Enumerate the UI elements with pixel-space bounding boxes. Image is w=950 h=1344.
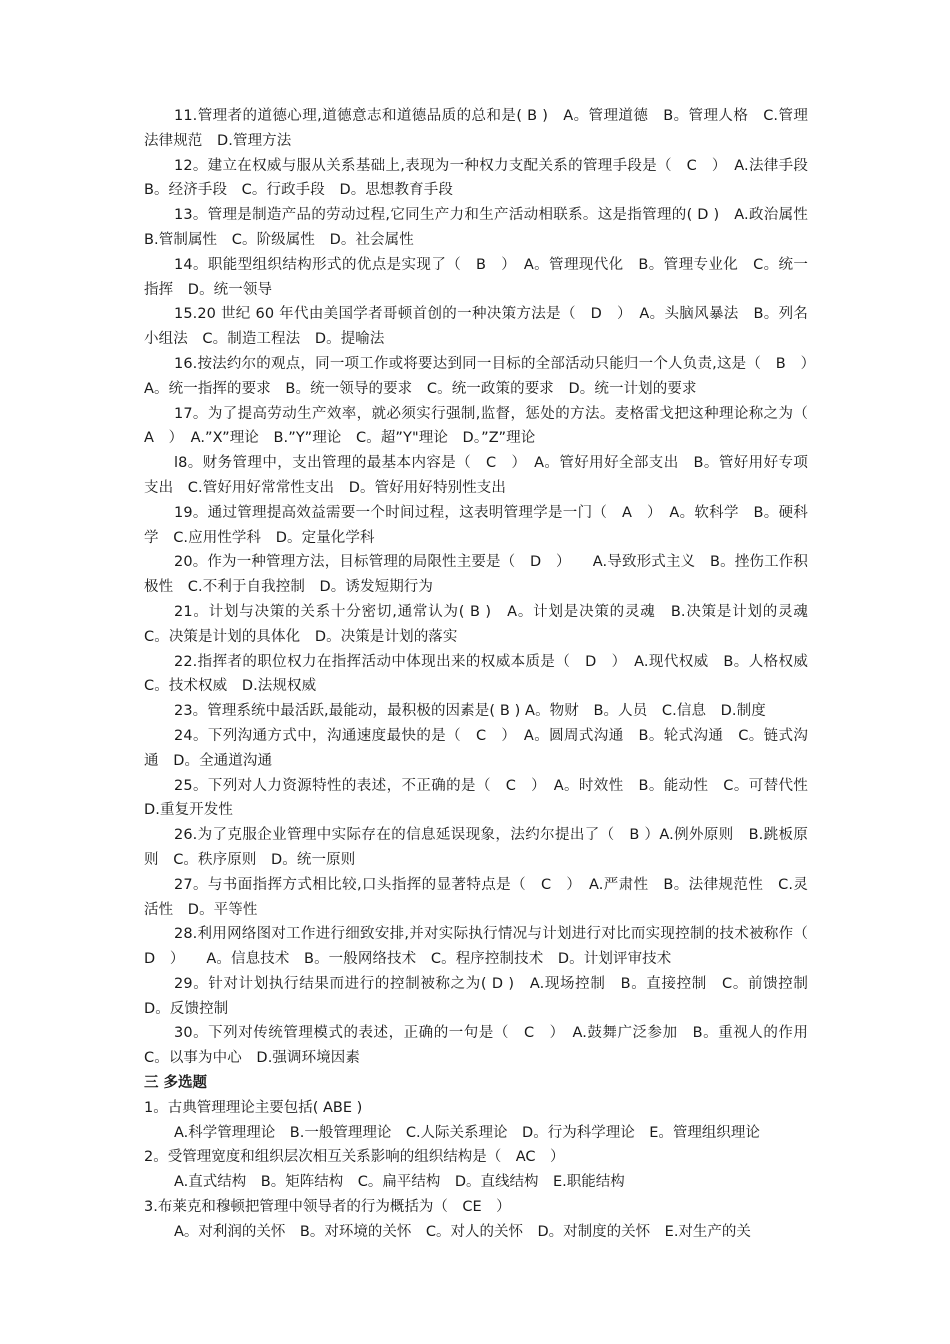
section-heading: 三 多选题 (144, 1075, 208, 1092)
question-paragraph: 25。下列对人力资源特性的表述，不正确的是（ C ） A。时效性 B。能动性 C。可替代性 D.重复开发性 (144, 777, 823, 819)
question-paragraph: 16.按法约尔的观点，同一项工作或将要达到同一目标的全部活动只能归一个人负责,这是（ B ） A。统一指挥的要求 B。统一领导的要求 C。统一政策的要求 D。统一计划的要求 (144, 355, 823, 397)
multiple-choice-list (144, 1096, 808, 1245)
question-paragraph: 12。建立在权威与服从关系基础上,表现为一种权力支配关系的管理手段是（ C ） A.法律手段 B。经济手段 C。行政手段 D。思想教育手段 (144, 157, 823, 199)
question-paragraph: 21。计划与决策的关系十分密切,通常认为( B ) A。计划是决策的灵魂 B.决策是计划的灵魂 C。决策是计划的具体化 D。决策是计划的落实 (144, 603, 823, 645)
question-paragraph: 24。下列沟通方式中，沟通速度最快的是（ C ） A。圆周式沟通 B。轮式沟通 C。链式沟通 D。全通道沟通 (144, 727, 808, 769)
multi-question-options: A.直式结构 B。矩阵结构 C。扁平结构 D。直线结构 E.职能结构 (174, 1174, 625, 1191)
question-paragraph: 30。下列对传统管理模式的表述，正确的一句是（ C ） A.鼓舞广泛参加 B。重视人的作用 C。以事为中心 D.强调环境因素 (144, 1025, 838, 1067)
multi-question-options: A.科学管理理论 B.一般管理理论 C.人际关系理论 D。行为科学理论 E。管理组织理论 (174, 1124, 760, 1141)
question-paragraph: 28.利用网络图对工作进行细致安排,并对实际执行情况与计划进行对比而实现控制的技术被称作（ D ） A。信息技术 B。一般网络技术 C。程序控制技术 D。计划评审技术 (144, 926, 823, 968)
question-paragraph: 22.指挥者的职位权力在指挥活动中体现出来的权威本质是（ D ） A.现代权威 B。人格权威 C。技术权威 D.法规权威 (144, 653, 823, 695)
multi-question-options: A。对利润的关怀 B。对环境的关怀 C。对人的关怀 D。对制度的关怀 E.对生产的关 (174, 1223, 751, 1240)
question-paragraph: 23。管理系统中最活跃,最能动，最积极的因素是( B ) A。物财 B。人员 C.信息 D.制度 (174, 703, 766, 720)
question-paragraph: 20。作为一种管理方法，目标管理的局限性主要是（ D ） A.导致形式主义 B。挫伤工作积极性 C.不利于自我控制 D。诱发短期行为 (144, 554, 808, 596)
multi-question-stem: 1。古典管理理论主要包括( ABE ) (144, 1099, 363, 1116)
multi-question-stem: 2。受管理宽度和组织层次相互关系影响的组织结构是（ AC ） (144, 1149, 565, 1166)
question-paragraph: 26.为了克服企业管理中实际存在的信息延误现象，法约尔提出了（ B ）A.例外原则 B.跳板原则 C。秩序原则 D。统一原则 (144, 827, 808, 868)
question-paragraph: 15.20 世纪 60 年代由美国学者哥顿首创的一种决策方法是（ D ） A。头脑风暴法 B。列名小组法 C。制造工程法 D。提喻法 (144, 306, 808, 348)
single-choice-list (144, 104, 838, 1071)
question-paragraph: l8。财务管理中，支出管理的最基本内容是（ C ） A。管好用好全部支出 B。管好用好专项支出 C.管好用好常常性支出 D。管好用好特别性支出 (144, 455, 808, 496)
question-paragraph: 27。与书面指挥方式相比较,口头指挥的显著特点是（ C ） A.严肃性 B。法律规范性 C.灵活性 D。平等性 (144, 876, 808, 918)
document-page (144, 104, 838, 1245)
question-paragraph: 13。管理是制造产品的劳动过程,它同生产力和生产活动相联系。这是指管理的( D ) A.政治属性 B.管制属性 C。阶级属性 D。社会属性 (144, 207, 823, 248)
question-paragraph: 19。通过管理提高效益需要一个时间过程，这表明管理学是一门（ A ） A。软科学 B。硬科学 C.应用性学科 D。定量化学科 (144, 504, 808, 546)
question-paragraph: 29。针对计划执行结果而进行的控制被称之为( D ) A.现场控制 B。直接控制 C。前馈控制 D。反馈控制 (144, 975, 823, 1017)
question-paragraph: 17。为了提高劳动生产效率，就必须实行强制,监督，惩处的方法。麦格雷戈把这种理论称之为（ A ） A.”X”理论 B.”Y”理论 C。超”Y"理论 D。”Z”理论 (144, 405, 823, 447)
multi-question-stem: 3.布莱克和穆顿把管理中领导者的行为概括为（ CE ） (144, 1199, 511, 1216)
question-paragraph: 14。职能型组织结构形式的优点是实现了（ B ） A。管理现代化 B。管理专业化 C。统一指挥 D。统一领导 (144, 256, 808, 298)
question-paragraph: 11.管理者的道德心理,道德意志和道德品质的总和是( B ) A。管理道德 B。管理人格 C.管理法律规范 D.管理方法 (144, 108, 808, 149)
